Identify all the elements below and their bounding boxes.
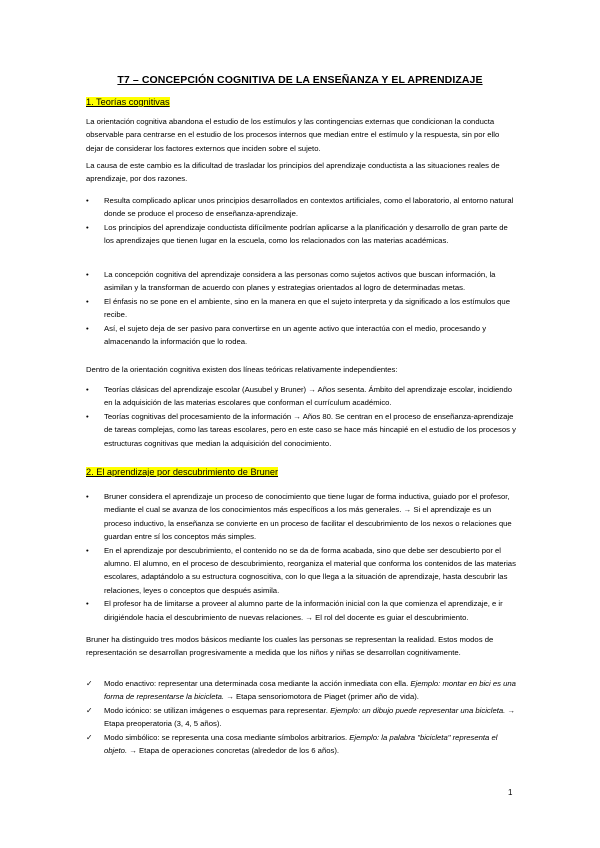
list-item: • Bruner considera el aprendizaje un proceso de conocimiento que tiene lugar de forma inductiva, guiado por el profesor, mediante el cual se avanza de los conocimientos más específicos a los más generales. → Si el aprendizaje es un proceso inductivo, la enseñanza se convierte en un proceso de facilitar el descubrimiento de los nexos o relaciones que guardan entre sí los conceptos más simples. <box>86 490 516 544</box>
bullet-list-cognitive <box>86 268 516 348</box>
page-number: 1 <box>508 788 513 797</box>
checklist-item <box>86 731 516 758</box>
list-item: • En el aprendizaje por descubrimiento, el contenido no se da de forma acabada, sino que debe ser descubierto por el alumno. El alumno, en el proceso de descubrimiento, reorganiza el material que conforma los contenidos de las materias escolares, adaptándolo a su estructura cognoscitiva, con lo que llega a la situación de aprendizaje, hasta descubrir las relaciones, leyes o conceptos que después asimila. <box>86 544 516 598</box>
mode-description: Modo icónico: se utilizan imágenes o esquemas para representar. <box>104 705 331 715</box>
checklist-item <box>86 677 516 704</box>
mode-stage: → Etapa preoperatoria (3, 4, 5 años). <box>104 705 516 729</box>
paragraph-intro-1: La orientación cognitiva abandona el estudio de los estímulos y las contingencias externas que condicionan la conducta observable para centrarse en el estudio de los procesos internos que median entre el estímulo y la respuesta, sin por ello dejar de considerar los factores externos que inciden sobre el sujeto. <box>86 117 500 153</box>
section-heading-1-text: 1. Teorías cognitivas <box>86 97 170 107</box>
mode-example: Ejemplo: un dibujo puede representar una bicicleta. <box>330 705 506 715</box>
checklist-modes <box>86 677 516 757</box>
bullet-list-reasons <box>86 194 516 248</box>
list-item: • Teorías clásicas del aprendizaje escolar (Ausubel y Bruner) → Años sesenta. Ámbito del aprendizaje escolar, incidiendo en la adquisición de las materias escolares que conforman el currículum académico. <box>86 383 516 410</box>
list-item: • Teorías cognitivas del procesamiento de la información → Años 80. Se centran en el proceso de enseñanza-aprendizaje de tareas complejas, como las tareas escolares, pero en este caso se hace más hincapié en el estudio de los procesos y estructuras cognitivas que median la adquisición del conocimiento. <box>86 410 516 450</box>
paragraph-bruner-modes: Bruner ha distinguido tres modos básicos mediante los cuales las personas se representan la realidad. Estos modos de representación se desarrollan progresivamente a medida que los niños y niñas se desarrollan cognitivamente. <box>86 635 494 658</box>
list-item: • La concepción cognitiva del aprendizaje considera a las personas como sujetos activos que buscan información, la asimilan y la transforman de acuerdo con planes y estrategias orientados al logro de determinadas metas. <box>86 268 516 295</box>
checkmark-icon: ✓ <box>86 732 93 742</box>
mode-stage: → Etapa de operaciones concretas (alrededor de los 6 años). <box>127 746 340 756</box>
mode-example: Ejemplo: la palabra "bicicleta" representa el objeto. <box>104 732 498 756</box>
list-item: • El énfasis no se pone en el ambiente, sino en la manera en que el sujeto interpreta y da significado a los estímulos que recibe. <box>86 295 516 322</box>
list-item: • Así, el sujeto deja de ser pasivo para convertirse en un agente activo que interactúa con el medio, procesando y almacenando la información que lo rodea. <box>86 322 516 349</box>
mode-stage: → Etapa sensoriomotora de Piaget (primer año de vida). <box>224 692 419 702</box>
bullet-list-theories <box>86 383 516 450</box>
checkmark-icon: ✓ <box>86 705 93 715</box>
section-heading-2-text: 2. El aprendizaje por descubrimiento de Bruner <box>86 467 279 477</box>
checkmark-icon: ✓ <box>86 679 93 688</box>
paragraph-intro-2: La causa de este cambio es la dificultad de trasladar los principios del aprendizaje conductista a las situaciones reales de aprendizaje, por dos razones. <box>86 161 500 184</box>
section-heading-2 <box>86 467 278 477</box>
checklist-item <box>86 704 516 731</box>
section-heading-1 <box>86 97 170 107</box>
list-item: • Resulta complicado aplicar unos principios desarrollados en contextos artificiales, como el laboratorio, al entorno natural donde se produce el proceso de enseñanza-aprendizaje. <box>86 194 516 221</box>
bullet-list-bruner <box>86 490 516 624</box>
paragraph-intro-3: Dentro de la orientación cognitiva existen dos líneas teóricas relativamente independientes: <box>86 365 398 374</box>
list-item: • Los principios del aprendizaje conductista difícilmente podrían aplicarse a la planificación y desarrollo de gran parte de los aprendizajes que tienen lugar en la escuela, como los relacionados con las materias académicas. <box>86 221 516 248</box>
mode-description: Modo enactivo: representar una determinada cosa mediante la acción inmediata con ella. <box>104 679 411 688</box>
list-item: • El profesor ha de limitarse a proveer al alumno parte de la información inicial con la que comienza el aprendizaje, e ir dirigiéndole hacia el descubrimiento de nuevas relaciones. → El rol del docente es guiar el descubrimiento. <box>86 597 516 624</box>
page-title: T7 – CONCEPCIÓN COGNITIVA DE LA ENSEÑANZA Y EL APRENDIZAJE <box>117 74 483 86</box>
mode-example: Ejemplo: montar en bici es una forma de representarse la bicicleta. <box>104 679 516 702</box>
mode-description: Modo simbólico: se representa una cosa mediante símbolos arbitrarios. <box>104 732 350 742</box>
